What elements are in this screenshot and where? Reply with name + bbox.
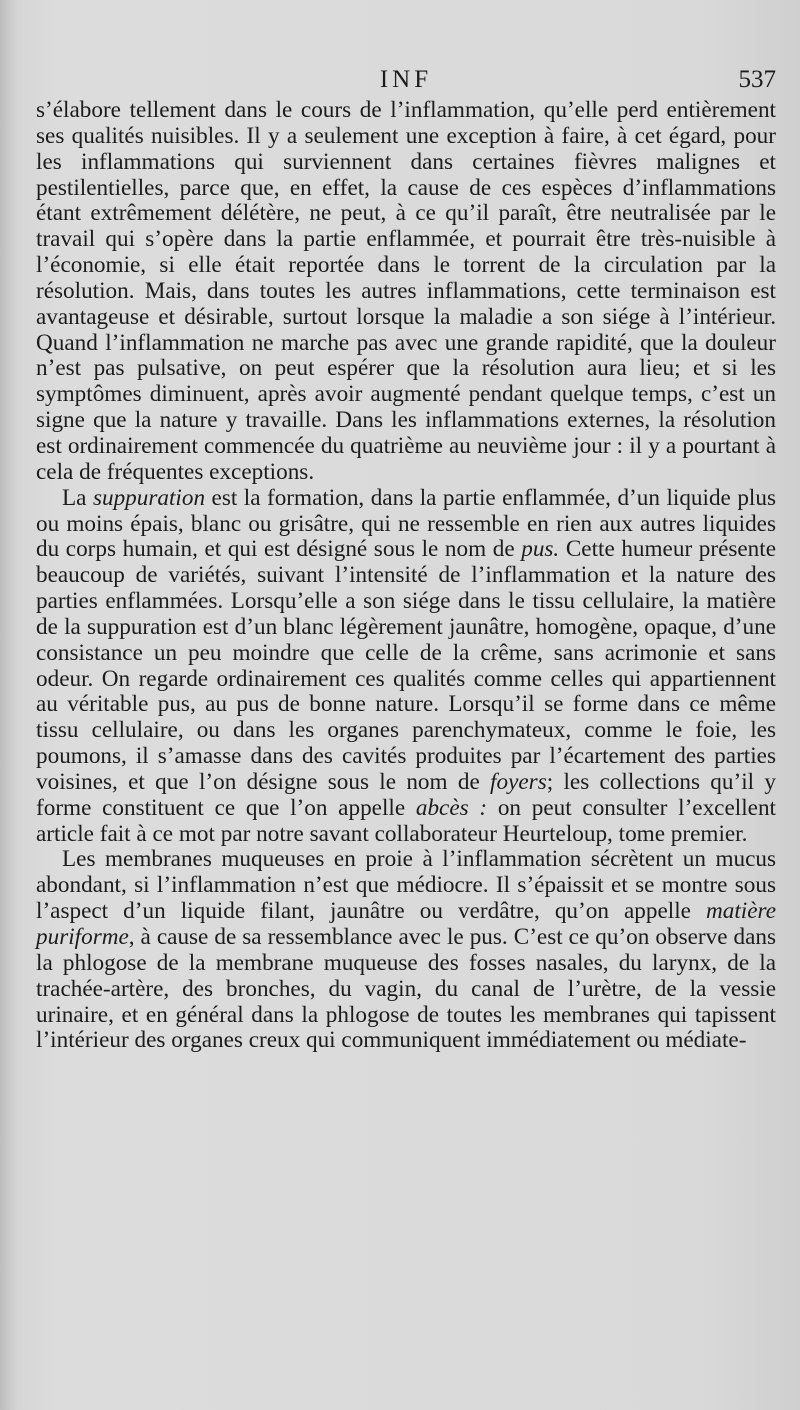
text-run: ; les collections qu’il y forme constituent ce que l’on appelle	[36, 768, 776, 821]
text-run: , à cause de sa ressemblance avec le pus. C’est ce qu’on observe dans la phlogose de la membrane muqueuse des fosses nasales, du larynx, de la trachée-artère, des bronches, du vagin, du canal de l’urètre, de la vessie urinaire, et en général dans la phlogose de toutes les membranes qui tapissent l’intérieur des organes creux qui communiquent immédiatement ou médiate-	[36, 924, 776, 1054]
paragraph-mucous-membranes	[36, 847, 776, 1054]
italic-term: foyers	[490, 768, 547, 795]
paragraph-resolution	[36, 98, 776, 486]
running-head: INF	[379, 66, 433, 93]
page-number: 537	[738, 66, 776, 93]
body-text	[36, 98, 776, 1054]
text-run: on peut consulter l’excellent article fait à ce mot par notre savant collaborateur Heurteloup, tome premier.	[36, 794, 776, 847]
text-run: Cette humeur présente beaucoup de variétés, suivant l’intensité de l’inflammation et la nature des parties enflammées. Lorsqu’elle a son siége dans le tissu cellulaire, la matière de la suppuration est d’un blanc légèrement jaunâtre, homogène, opaque, d’une consistance un peu moindre que celle de la crême, sans acrimonie et sans odeur. On regarde ordinairement ces qualités comme celles qui appartiennent au véritable pus, au pus de bonne nature. Lorsqu’il se forme dans ce même tissu cellulaire, ou dans les organes parenchymateux, comme le foie, les poumons, il s’amasse dans des cavités produites par l’écartement des parties voisines, et que l’on désigne sous le nom de	[36, 536, 777, 795]
text-run: est la formation, dans la partie enflammée, d’un liquide plus ou moins épais, blanc ou grisâtre, qui ne ressemble en rien aux autres liquides du corps humain, et qui est désigné sous le nom de	[36, 484, 776, 563]
text-run: s’élabore tellement dans le cours de l’inflammation, qu’elle perd entièrement ses qualités nuisibles. Il y a seulement une exception à faire, à cet égard, pour les inflammations qui surviennent dans certaines fièvres malignes et pestilentielles, parce que, en effet, la cause de ces espèces d’inflammations étant extrêmement délétère, ne peut, à ce qu’il paraît, être neutralisée par le travail qui s’opère dans la partie enflammée, et pourrait être très-nuisible à l’économie, si elle était reportée dans le torrent de la circulation par la résolution. Mais, dans toutes les autres inflammations, cette terminaison est avantageuse et désirable, surtout lorsque la maladie a son siége à l’intérieur. Quand l’inflammation ne marche pas avec une grande rapidité, que la douleur n’est pas pulsative, on peut espérer que la résolution aura lieu; et si les symptômes diminuent, après avoir augmenté pendant quelque temps, c’est un signe que la nature y travaille. Dans les inflammations externes, la résolution est ordinairement commencée du quatrième au neuvième jour : il y a pourtant à cela de fréquentes exceptions.	[36, 97, 776, 485]
italic-term: pus.	[521, 536, 560, 563]
italic-term: matière puriforme	[36, 898, 776, 950]
italic-term: suppuration	[92, 484, 206, 511]
italic-term: abcès :	[415, 794, 488, 821]
paragraph-suppuration	[36, 486, 776, 848]
text-run: La	[62, 484, 93, 511]
page-header	[36, 66, 776, 100]
text-run: Les membranes muqueuses en proie à l’inflammation sécrètent un mucus abondant, si l’inflammation n’est que médiocre. Il s’épaissit et se montre sous l’aspect d’un liquide filant, jaunâtre ou verdâtre, qu’on appelle	[36, 846, 776, 925]
